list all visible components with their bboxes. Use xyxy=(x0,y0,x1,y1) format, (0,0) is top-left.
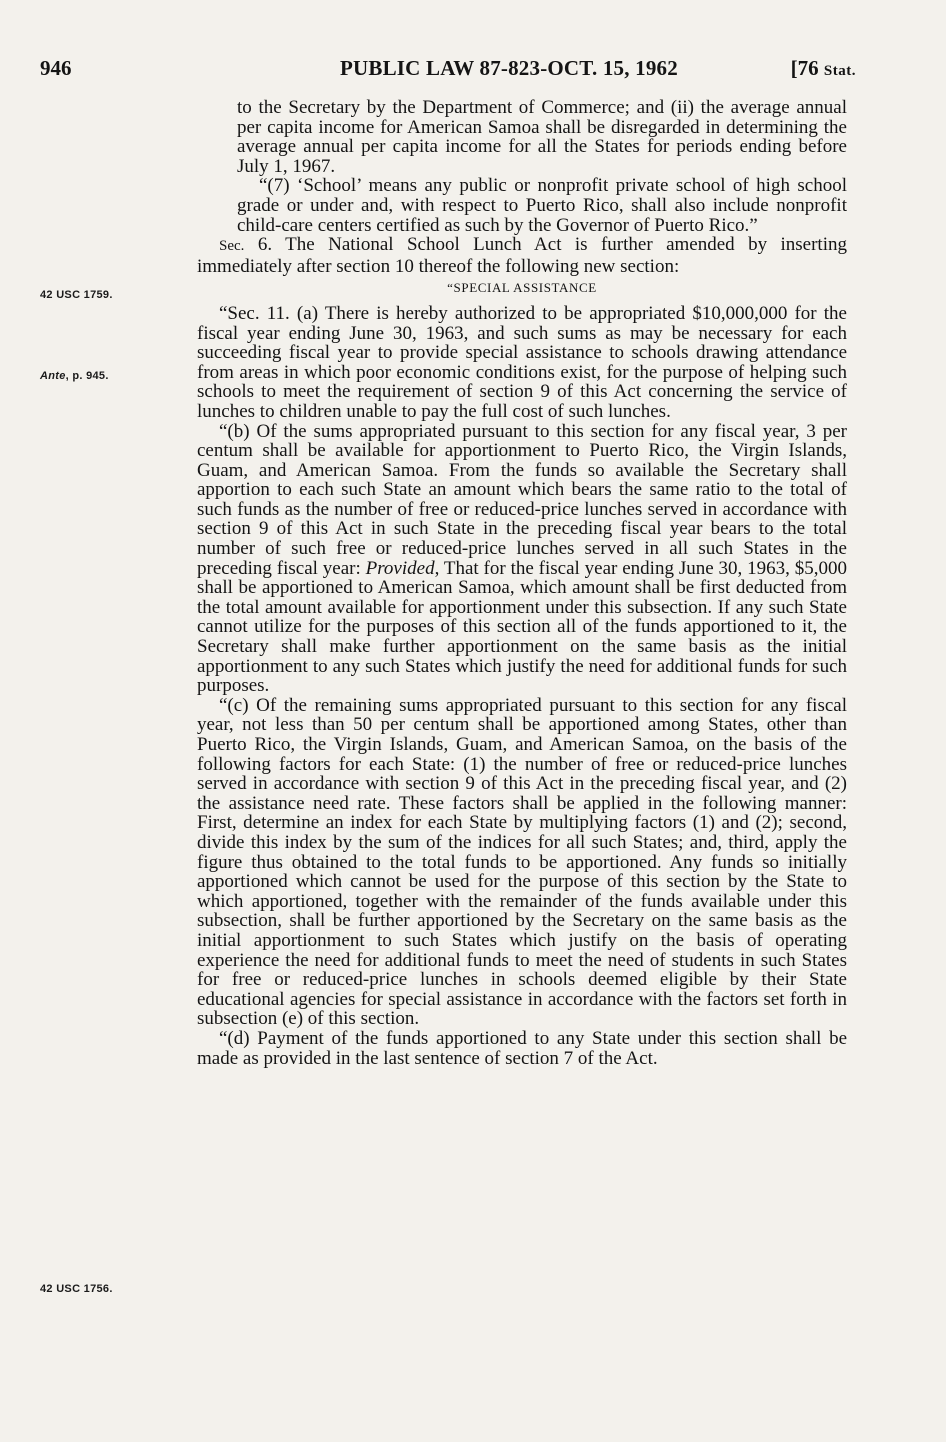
volume-prefix: [76 xyxy=(790,56,824,80)
margin-note-ante-p945 xyxy=(40,370,109,382)
volume-citation xyxy=(791,56,856,81)
margin-note-42-usc-1759: 42 USC 1759. xyxy=(40,289,113,301)
section-heading: “SPECIAL ASSISTANCE xyxy=(447,280,597,296)
volume-stat: Stat. xyxy=(823,63,856,79)
paragraph-sec-11-c: “(c) Of the remaining sums appropriated pursuant to this section for any fiscal year, not less than 50 per centum shall be apportioned among States, other than Puerto Rico, the Virgin Islands, Guam, and American Samoa, on the basis of the following factors for each State: (1) the number of free or reduced-price lunches served in accordance with section 9 of this Act in the preceding fiscal year, and (2) the assistance need rate. These factors shall be applied in the following manner: First, determine an index for each State by multiplying factors (1) and (2); second, divide this index by the sum of the indices for all such States; and, third, apply the figure thus obtained to the total funds to be apportioned. Any funds so initially apportioned which cannot be used for the purpose of this section by the State to which apportioned, together with the remainder of the funds available under this subsection, shall be further apportioned by the Secretary on the same basis as the initial apportionment to such States which justify on the basis of operating experience the need for additional funds to meet the need of students in such States for free or reduced-price lunches in schools deemed eligible by their State educational agencies for special assistance in accordance with the factors set forth in subsection (e) of this section. xyxy=(197,694,847,1030)
running-header xyxy=(40,56,856,86)
running-title: PUBLIC LAW 87-823-OCT. 15, 1962 xyxy=(340,56,678,80)
page-number: 946 xyxy=(40,56,72,80)
paragraph-school-definition: “(7) ‘School’ means any public or nonprofit private school of high school grade or under and, with respect to Puerto Rico, shall also include nonprofit child-care centers certified as such by the Governor of Puerto Rico.” xyxy=(237,175,847,236)
margin-note-ante-rest: , p. 945. xyxy=(65,370,109,382)
margin-note-ante: Ante xyxy=(40,370,66,382)
body-text xyxy=(197,98,847,1068)
margin-note-42-usc-1756: 42 USC 1756. xyxy=(40,1283,113,1295)
paragraph-sec-6 xyxy=(197,235,847,276)
paragraph-sec-11-b xyxy=(197,422,847,696)
sec-11-b-part1: “(b) Of the sums appropriated pursuant to this section for any fiscal year, 3 per centum shall be available for apportionment to Puerto Rico, the Virgin Islands, Guam, and American Samoa. From the funds so available the Secretary shall apportion to each such State an amount which bears the same ratio to the total of such funds as the number of free or reduced-price lunches served in accordance with section 9 of this Act in such State in the preceding fiscal year bears to the total number of such free or reduced-price lunches served in all such States in the preceding fiscal year: xyxy=(197,420,847,579)
paragraph-sec-11-a: “Sec. 11. (a) There is hereby authorized to be appropriated $10,000,000 for the fiscal year ending June 30, 1963, and such sums as may be necessary for each succeeding fiscal year to provide special assistance to schools drawing attendance from areas in which poor economic conditions exist, for the purpose of helping such schools to meet the requirement of section 9 of this Act concerning the service of lunches to children unable to pay the full cost of such lunches. xyxy=(197,302,847,422)
paragraph-sec-11-d: “(d) Payment of the funds apportioned to any State under this section shall be made as provided in the last sentence of section 7 of the Act. xyxy=(197,1027,847,1069)
paragraph-continuation: to the Secretary by the Department of Commerce; and (ii) the average annual per capita income for American Samoa shall be disregarded in determining the average annual per capita income for all the States for periods ending before July 1, 1967. xyxy=(237,97,847,177)
provided-word: Provided xyxy=(365,557,435,579)
sec-6-text: 6. The National School Lunch Act is further amended by inserting immediately after section 10 thereof the following new section: xyxy=(197,234,847,277)
sec-label: Sec. xyxy=(219,238,245,255)
sec-11-b-part2: , That for the fiscal year ending June 30, 1963, $5,000 shall be apportioned to American Samoa, which amount shall be first deducted from the total amount available for apportionment under this subsection. If any such State cannot utilize for the purposes of this section all of the funds apportioned to it, the Secretary shall make further apportionment on the same basis as the initial apportionment to any such States which justify the need for additional funds for such purposes. xyxy=(197,557,848,697)
